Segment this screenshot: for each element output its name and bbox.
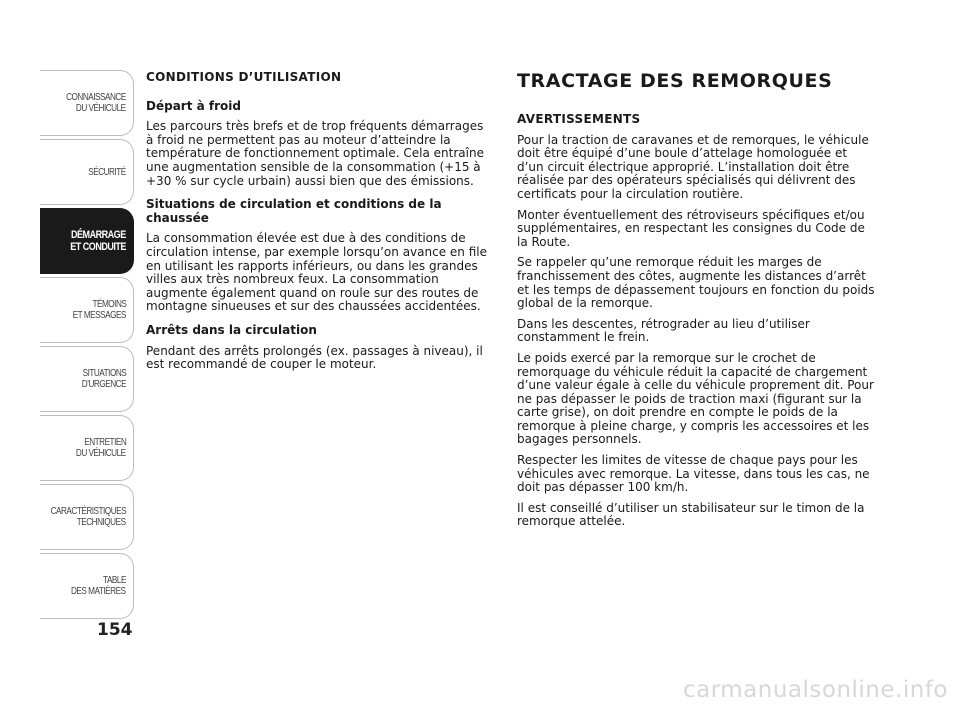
- paragraph: Respecter les limites de vitesse de chaque pays pour les véhicules avec remorque. La vitesse, dans tous les cas, ne doit pas dépasser 100 km/h.: [517, 453, 870, 495]
- tab-label-line2: D’URGENCE: [81, 379, 126, 390]
- tab-temoins-messages[interactable]: [40, 277, 134, 343]
- subheading-situations-circulation: Situations de circulation et conditions de la chaussée: [146, 197, 442, 225]
- right-column: [517, 71, 877, 536]
- paragraph: Monter éventuellement des rétroviseurs spécifiques et/ou supplémentaires, en respectant les consignes du Code de la Route.: [517, 207, 865, 249]
- tab-demarrage-conduite[interactable]: [40, 208, 134, 274]
- paragraph: Pour la traction de caravanes et de remorques, le véhicule doit être équipé d’une boule d’attelage homologuée et d’un circuit électrique approprié. L’installation doit être réalisée par des opérateurs spécialisés qui délivrent des certificats pour la circulation routière.: [517, 132, 869, 201]
- tab-label-line2: ET MESSAGES: [72, 310, 126, 321]
- tab-label-line1: SITUATIONS: [82, 368, 126, 379]
- tab-label-line1: ENTRETIEN: [83, 437, 126, 448]
- subheading-depart-froid: Départ à froid: [146, 98, 241, 113]
- paragraph: Le poids exercé par la remorque sur le crochet de remorquage du véhicule réduit la capacité de chargement d’une valeur égale à celle du véhicule proprement dit. Pour ne pas dépasser le poids de traction maxi (figurant sur la carte grise), on doit prendre en compte le poids de la remorque à pleine charge, y compris les accessoires et les bagages personnels.: [517, 350, 874, 447]
- paragraph: Pendant des arrêts prolongés (ex. passages à niveau), il est recommandé de couper le moteur.: [146, 343, 483, 372]
- page-number: 154: [97, 620, 133, 640]
- tab-caracteristiques-techniques[interactable]: [40, 484, 134, 550]
- tab-label-line1: CARACTÉRISTIQUES: [50, 506, 126, 517]
- section-title-avertissements: AVERTISSEMENTS: [517, 112, 641, 126]
- tab-label-line1: SÉCURITÉ: [88, 166, 126, 178]
- page-title: TRACTAGE DES REMORQUES: [517, 70, 833, 92]
- tab-label-line2: TECHNIQUES: [77, 517, 126, 528]
- watermark: carmanualsonline.info: [682, 677, 948, 703]
- paragraph: Dans les descentes, rétrograder au lieu d’utiliser constamment le frein.: [517, 316, 810, 345]
- paragraph: Se rappeler qu’une remorque réduit les marges de franchissement des côtes, augmente les distances d’arrêt et les temps de dépassement toujours en fonction du poids global de la remorque.: [517, 255, 875, 311]
- tab-connaissance-vehicule[interactable]: [40, 70, 134, 136]
- tab-label-line2: DU VÉHICULE: [76, 103, 126, 114]
- tab-label-line1: TÉMOINS: [92, 299, 126, 310]
- tab-label-line1: TABLE: [103, 575, 126, 586]
- left-column: [146, 71, 492, 379]
- paragraph: La consommation élevée est due à des conditions de circulation intense, par exemple lorsqu’on avance en file en utilisant les rapports inférieurs, ou dans les grandes villes aux très nombreux feux. La consommation augmente également quand on roule sur des routes de montagne sinueuses et sur des chaussées accidentées.: [146, 231, 487, 314]
- tab-label-line1: DÉMARRAGE: [71, 229, 126, 241]
- tab-securite[interactable]: [40, 139, 134, 205]
- tab-entretien-vehicule[interactable]: [40, 415, 134, 481]
- paragraph: Il est conseillé d’utiliser un stabilisateur sur le timon de la remorque attelée.: [517, 500, 865, 529]
- subheading-arrets-circulation: Arrêts dans la circulation: [146, 322, 317, 337]
- tab-situations-urgence[interactable]: [40, 346, 134, 412]
- tab-label-line2: DU VÉHICULE: [76, 448, 126, 459]
- tab-label-line2: ET CONDUITE: [70, 241, 126, 253]
- tab-label-line1: CONNAISSANCE: [66, 92, 126, 103]
- section-title-conditions: CONDITIONS D’UTILISATION: [146, 70, 342, 84]
- tab-table-matieres[interactable]: [40, 553, 134, 619]
- tab-label-line2: DES MATIÈRES: [71, 586, 126, 597]
- paragraph: Les parcours très brefs et de trop fréquents démarrages à froid ne permettent pas au moteur d’atteindre la température de fonctionnement optimale. Cela entraîne une augmentation sensible de la consommation (+15 à +30 % sur cycle urbain) aussi bien que des émissions.: [146, 119, 484, 188]
